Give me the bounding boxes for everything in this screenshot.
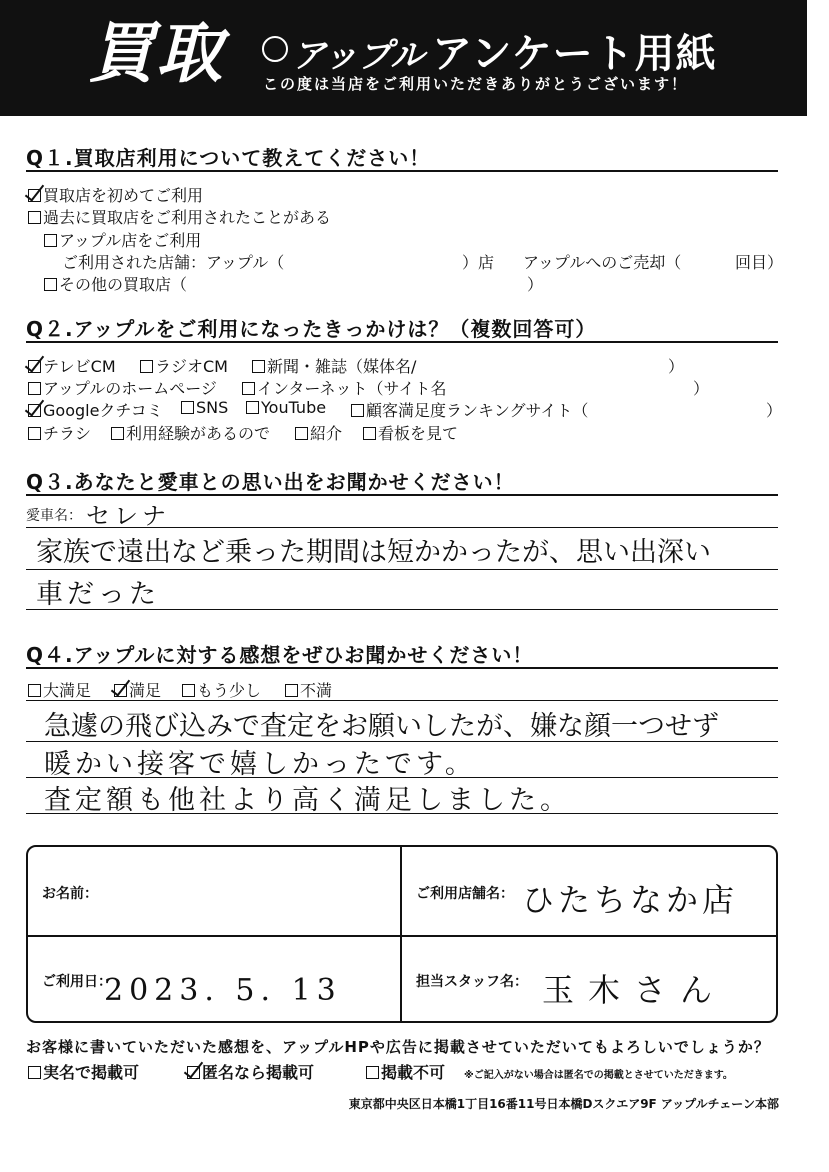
staff-value[interactable]: 玉木さん — [542, 971, 727, 1009]
checkbox-icon[interactable] — [181, 401, 194, 414]
date-label: ご利用日： — [42, 974, 112, 990]
checkbox-checked-icon[interactable] — [28, 360, 41, 373]
checkbox-icon[interactable] — [28, 1066, 41, 1079]
checkbox-icon[interactable] — [28, 382, 41, 395]
q2-option-news[interactable]: 新聞・雑誌（媒体名/ — [252, 354, 416, 377]
checkbox-icon[interactable] — [140, 360, 153, 373]
checkbox-icon[interactable] — [44, 278, 57, 291]
q1-option-first-time[interactable]: 買取店を初めてご利用 — [28, 183, 203, 206]
q2-option-sns[interactable]: SNS — [181, 398, 228, 417]
q4-comment-line-3[interactable]: 査定額も他社より高く満足しました。 — [44, 785, 571, 816]
q2-internet-close: ） — [693, 379, 710, 398]
q3-rule-line — [26, 609, 778, 610]
company-address: 東京都中央区日本橋1丁目16番11号日本橋Dスクエア9F アップルチェーン本部 — [348, 1097, 779, 1111]
q4-option-unsatisfied[interactable]: 不満 — [285, 678, 332, 701]
checkbox-icon[interactable] — [246, 401, 259, 414]
checkbox-icon[interactable] — [295, 427, 308, 440]
checkbox-checked-icon[interactable] — [114, 684, 127, 697]
kaitori-logo: 買取 — [88, 15, 224, 92]
checkbox-icon[interactable] — [28, 211, 41, 224]
checkbox-icon[interactable] — [242, 382, 255, 395]
q3-memory-line-2[interactable]: 車だった — [36, 579, 160, 610]
date-value[interactable]: 2023. 5. 13 — [104, 973, 342, 1008]
form-title: アンケート用紙 — [432, 31, 717, 77]
q2-option-ranking[interactable]: 顧客満足度ランキングサイト（ — [351, 398, 588, 421]
checkbox-checked-icon[interactable] — [28, 189, 41, 202]
info-box-divider — [28, 935, 776, 937]
q1-other-close: ） — [527, 275, 544, 294]
checkbox-icon[interactable] — [366, 1066, 379, 1079]
checkbox-icon[interactable] — [285, 684, 298, 697]
checkbox-icon[interactable] — [28, 427, 41, 440]
checkbox-icon[interactable] — [44, 234, 57, 247]
publish-option-anonymous[interactable]: 匿名なら掲載可 — [187, 1060, 314, 1083]
publish-permission-question: お客様に書いていただいた感想を、アップルHPや広告に掲載させていただいてもよろしいでしょうか？ — [26, 1038, 770, 1056]
q2-option-youtube[interactable]: YouTube — [246, 398, 326, 417]
header-banner — [0, 0, 807, 116]
q3-title: Q３.あなたと愛車との思い出をお聞かせください！ — [26, 470, 515, 494]
q1-title: Q１.買取店利用について教えてください！ — [26, 146, 431, 170]
q1-sold-suffix: 回目） — [735, 253, 784, 272]
q2-option-internet[interactable]: インターネット（サイト名 — [242, 376, 446, 399]
q2-option-radio[interactable]: ラジオCM — [140, 354, 228, 377]
brand-name: アップル — [292, 36, 425, 76]
car-name-value[interactable]: セレナ — [86, 502, 170, 530]
checkbox-icon[interactable] — [363, 427, 376, 440]
q3-memory-line-1[interactable]: 家族で遠出など乗った期間は短かかったが、思い出深い — [36, 537, 711, 568]
staff-label: 担当スタッフ名： — [416, 974, 528, 990]
q2-divider — [26, 341, 778, 343]
q2-option-homepage[interactable]: アップルのホームページ — [28, 376, 217, 399]
q4-comment-line-2[interactable]: 暖かい接客で嬉しかったです。 — [44, 749, 476, 780]
form-subtitle: この度は当店をご利用いただきありがとうございます！ — [263, 75, 689, 93]
apple-brand-icon — [262, 36, 288, 62]
q4-rule-line — [26, 700, 778, 701]
q4-option-satisfied[interactable]: 満足 — [114, 678, 161, 701]
checkbox-checked-icon[interactable] — [28, 404, 41, 417]
q1-divider — [26, 170, 778, 172]
info-box-divider — [400, 847, 402, 1021]
publish-option-real-name[interactable]: 実名で掲載可 — [28, 1060, 139, 1083]
q1-option-other-store[interactable]: その他の買取店（ — [44, 272, 187, 295]
q1-option-apple-store[interactable]: アップル店をご利用 — [44, 228, 201, 251]
store-name-value[interactable]: ひたちなか店 — [522, 881, 739, 919]
customer-info-box — [26, 845, 778, 1023]
q2-option-google[interactable]: Googleクチコミ — [28, 398, 163, 421]
checkbox-checked-icon[interactable] — [187, 1066, 200, 1079]
checkbox-icon[interactable] — [111, 427, 124, 440]
q3-rule-line — [26, 569, 778, 570]
q2-option-flyer[interactable]: チラシ — [28, 421, 91, 444]
q1-store-suffix: ）店 — [462, 253, 495, 272]
q4-rule-line — [26, 813, 778, 814]
q4-comment-line-1[interactable]: 急遽の飛び込みで査定をお願いしたが、嫌な顔一つせず — [44, 711, 719, 742]
checkbox-icon[interactable] — [28, 684, 41, 697]
q1-sold-label: アップルへのご売却（ — [523, 253, 682, 272]
q2-option-tvcm[interactable]: テレビCM — [28, 354, 116, 377]
store-name-label: ご利用店舗名： — [416, 886, 514, 902]
q4-option-more[interactable]: もう少し — [182, 678, 261, 701]
q4-title: Q４.アップルに対する感想をぜひお聞かせください！ — [26, 643, 534, 667]
q2-option-sign[interactable]: 看板を見て — [363, 421, 458, 444]
q3-rule-line — [26, 527, 778, 528]
publish-note: ※ご記入がない場合は匿名での掲載とさせていただきます。 — [464, 1070, 733, 1081]
car-name-label: 愛車名： — [26, 508, 82, 524]
q1-store-label: ご利用された店舗：アップル（ — [62, 253, 285, 272]
q2-news-close: ） — [668, 357, 685, 376]
q4-divider — [26, 667, 778, 669]
q2-ranking-close: ） — [766, 401, 783, 420]
checkbox-icon[interactable] — [252, 360, 265, 373]
name-label: お名前： — [42, 886, 98, 902]
checkbox-icon[interactable] — [182, 684, 195, 697]
q4-option-very-satisfied[interactable]: 大満足 — [28, 678, 91, 701]
q2-option-referral[interactable]: 紹介 — [295, 421, 342, 444]
publish-option-no[interactable]: 掲載不可 — [366, 1060, 445, 1083]
q1-option-past-use[interactable]: 過去に買取店をご利用されたことがある — [28, 205, 331, 228]
q2-title: Q２.アップルをご利用になったきっかけは？（複数回答可） — [26, 317, 597, 341]
checkbox-icon[interactable] — [351, 404, 364, 417]
q2-option-experience[interactable]: 利用経験があるので — [111, 421, 270, 444]
